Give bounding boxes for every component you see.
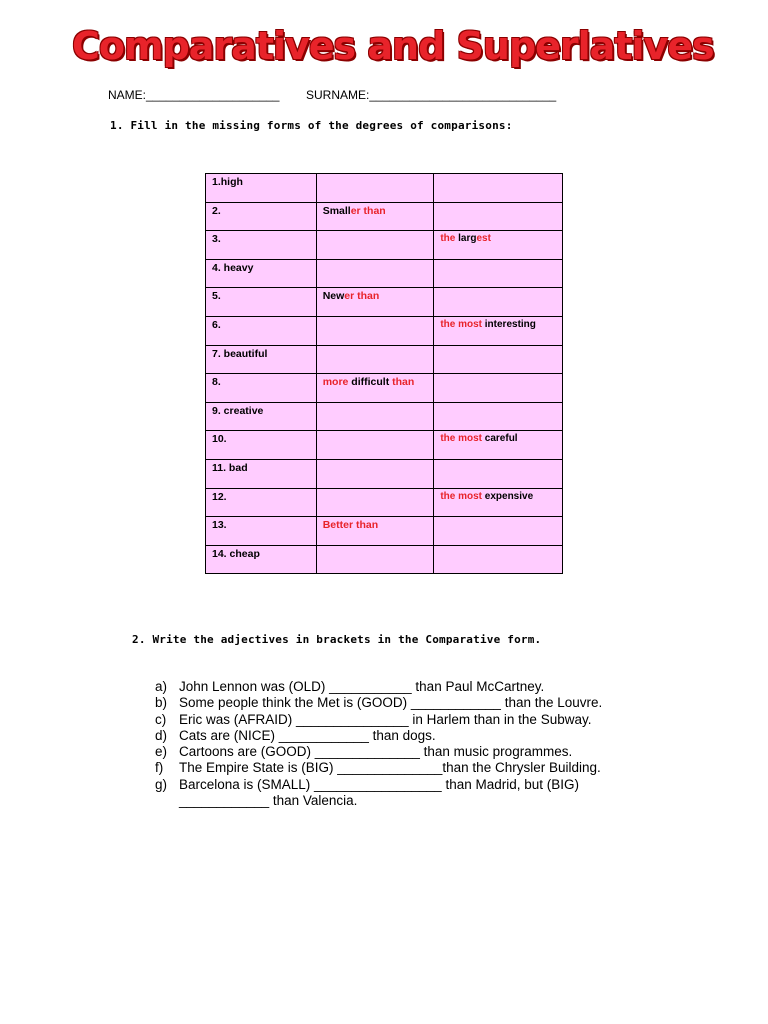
form-text-segment: the most: [440, 490, 485, 502]
superlative-form-cell[interactable]: [434, 517, 563, 546]
list-item: [155, 712, 665, 728]
positive-form-cell: 4. heavy: [206, 259, 317, 288]
list-item: [155, 695, 665, 711]
superlative-form-cell[interactable]: [434, 345, 563, 374]
superlative-form-cell[interactable]: [434, 202, 563, 231]
comparative-form-cell[interactable]: [316, 174, 434, 203]
item-label: g): [155, 776, 168, 792]
comparative-form-cell[interactable]: [316, 345, 434, 374]
form-text-segment: expensive: [484, 490, 534, 502]
form-text-segment: difficult: [351, 376, 393, 389]
comparative-form-cell[interactable]: [316, 517, 434, 546]
superlative-form-cell[interactable]: [434, 174, 563, 203]
item-text: Some people think the Met is (GOOD) ____________ than the Louvre.: [179, 695, 603, 711]
form-text-segment: than: [392, 376, 415, 389]
surname-field-line: SURNAME:____________________________: [306, 88, 557, 102]
exercise-sentences-list: [155, 679, 665, 809]
comparative-form-cell[interactable]: [316, 259, 434, 288]
positive-form-cell: 2.: [206, 202, 317, 231]
page-title: Comparatives and Superlatives: [72, 24, 714, 68]
table-row: [206, 431, 563, 460]
superlative-form-cell[interactable]: [434, 488, 563, 517]
table-row: [206, 374, 563, 403]
table-row: [206, 488, 563, 517]
name-field-line: NAME:____________________: [108, 88, 280, 102]
comparative-form-cell[interactable]: [316, 231, 434, 260]
superlative-form-cell[interactable]: [434, 402, 563, 431]
positive-form-cell: 7. beautiful: [206, 345, 317, 374]
positive-form-cell: 8.: [206, 374, 317, 403]
positive-form-cell: 9. creative: [206, 402, 317, 431]
form-text-segment: Small: [322, 204, 351, 217]
form-text-segment: careful: [484, 433, 518, 445]
table-row: [206, 174, 563, 203]
item-label: a): [155, 679, 168, 694]
list-item: [155, 777, 665, 810]
positive-form-cell: 11. bad: [206, 459, 317, 488]
comparative-form-cell[interactable]: [316, 316, 434, 345]
positive-form-cell: 3.: [206, 231, 317, 260]
positive-form-cell: 5.: [206, 288, 317, 317]
list-item: [155, 760, 665, 776]
list-item: [155, 679, 665, 695]
table-row: [206, 459, 563, 488]
item-text: John Lennon was (OLD) ___________ than Paul McCartney.: [179, 679, 545, 694]
table-row: [206, 202, 563, 231]
item-label: d): [155, 727, 168, 743]
item-text: The Empire State is (BIG) ______________than the Chrysler Building.: [179, 760, 601, 776]
positive-form-cell: 13.: [206, 517, 317, 546]
superlative-form-cell[interactable]: [434, 316, 563, 345]
form-text-segment: er than: [344, 290, 380, 303]
item-text: Cats are (NICE) ____________ than dogs.: [179, 727, 436, 743]
superlative-form-cell[interactable]: [434, 459, 563, 488]
form-text-segment: est: [476, 233, 491, 245]
item-text: Barcelona is (SMALL) _________________ than Madrid, but (BIG) ____________ than Valencia.: [179, 776, 579, 809]
form-text-segment: the: [440, 233, 459, 245]
list-item: [155, 744, 665, 760]
positive-form-cell: 6.: [206, 316, 317, 345]
comparative-form-cell[interactable]: [316, 459, 434, 488]
superlative-form-cell[interactable]: [434, 231, 563, 260]
form-text-segment: er than: [350, 204, 386, 217]
section-1-heading: 1. Fill in the missing forms of the degrees of comparisons:: [110, 119, 513, 132]
item-label: e): [155, 744, 168, 760]
positive-form-cell: 12.: [206, 488, 317, 517]
item-label: f): [155, 760, 164, 776]
positive-form-cell: 14. cheap: [206, 545, 317, 574]
positive-form-cell: 1.high: [206, 174, 317, 203]
table-row: [206, 288, 563, 317]
item-label: b): [155, 695, 168, 711]
item-text: Cartoons are (GOOD) ______________ than music programmes.: [179, 744, 573, 760]
superlative-form-cell[interactable]: [434, 545, 563, 574]
table-row: [206, 517, 563, 546]
comparison-forms-table: [205, 173, 563, 574]
item-label: c): [155, 711, 167, 727]
form-text-segment: more: [322, 376, 352, 389]
table-row: [206, 316, 563, 345]
table-row: [206, 345, 563, 374]
form-text-segment: Better than: [322, 519, 379, 532]
form-text-segment: interesting: [484, 318, 536, 330]
section-2-heading: 2. Write the adjectives in brackets in the Comparative form.: [132, 633, 542, 646]
comparative-form-cell[interactable]: [316, 288, 434, 317]
item-text: Eric was (AFRAID) _______________ in Harlem than in the Subway.: [179, 711, 592, 727]
positive-form-cell: 10.: [206, 431, 317, 460]
superlative-form-cell[interactable]: [434, 288, 563, 317]
comparative-form-cell[interactable]: [316, 488, 434, 517]
comparative-form-cell[interactable]: [316, 431, 434, 460]
table-row: [206, 259, 563, 288]
table-row: [206, 231, 563, 260]
table-row: [206, 545, 563, 574]
form-text-segment: New: [322, 290, 345, 303]
comparative-form-cell[interactable]: [316, 374, 434, 403]
comparative-form-cell[interactable]: [316, 402, 434, 431]
superlative-form-cell[interactable]: [434, 431, 563, 460]
comparative-form-cell[interactable]: [316, 202, 434, 231]
list-item: [155, 728, 665, 744]
form-text-segment: the most: [440, 433, 485, 445]
comparative-form-cell[interactable]: [316, 545, 434, 574]
form-text-segment: larg: [458, 233, 477, 245]
superlative-form-cell[interactable]: [434, 374, 563, 403]
form-text-segment: the most: [440, 318, 485, 330]
superlative-form-cell[interactable]: [434, 259, 563, 288]
table-row: [206, 402, 563, 431]
